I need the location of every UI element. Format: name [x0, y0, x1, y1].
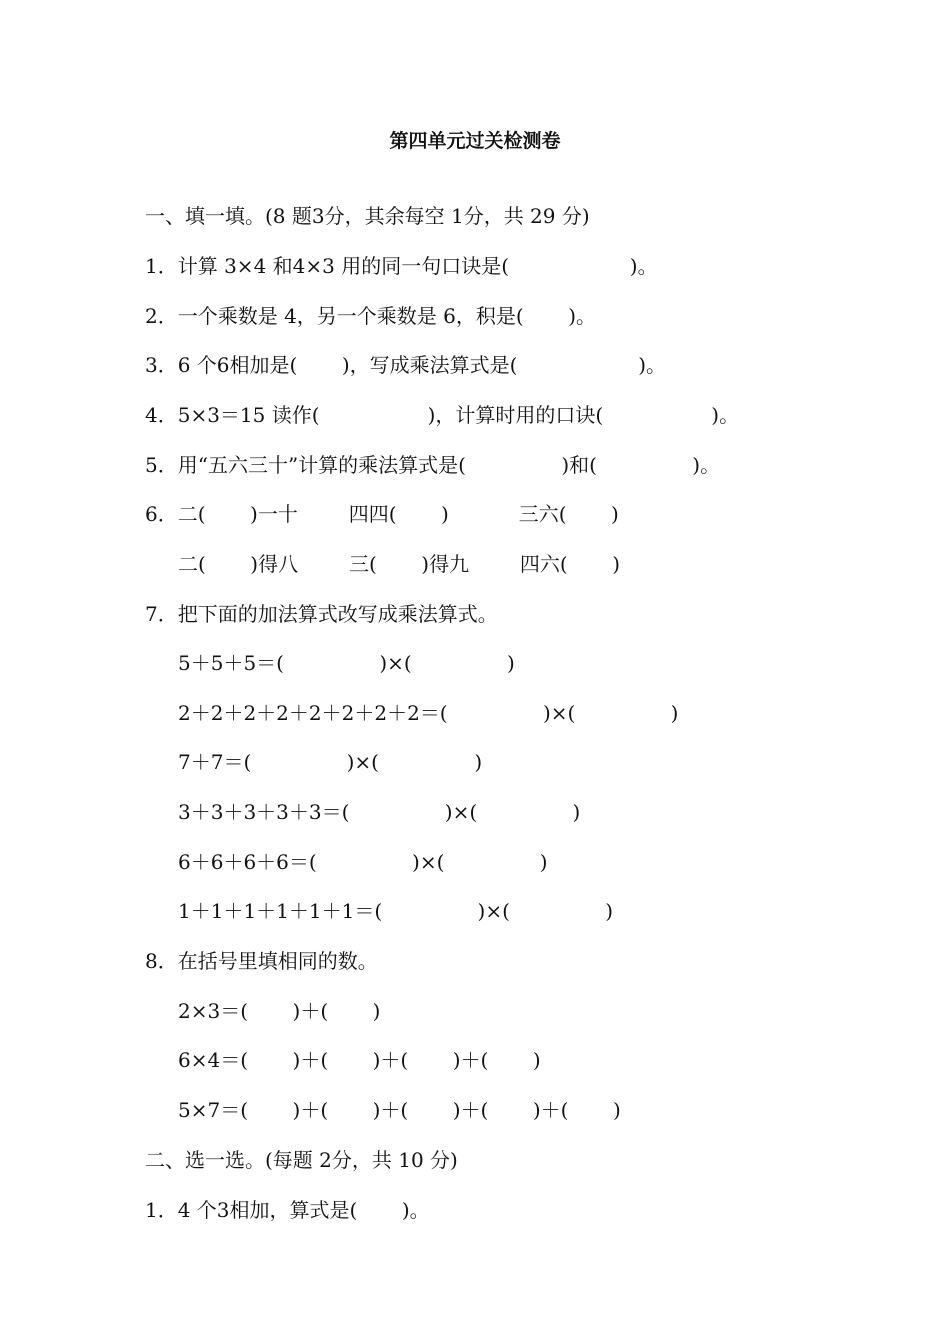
question-1-6-row2: 二( )得八 三( )得九 四六( )	[178, 552, 621, 576]
question-1-7-item: 3＋3＋3＋3＋3＝( )×( )	[178, 800, 581, 824]
question-1-7-item: 5＋5＋5＝( )×( )	[178, 651, 515, 675]
question-1-7-stem: 7．把下面的加法算式改写成乘法算式。	[145, 602, 498, 626]
question-1-8-item: 2×3＝( )＋( )	[178, 999, 381, 1023]
question-1-4: 4．5×3＝15 读作( )，计算时用的口诀( )。	[145, 403, 740, 427]
question-1-7-item: 2＋2＋2＋2＋2＋2＋2＋2＝( )×( )	[178, 701, 679, 725]
page-title: 第四单元过关检测卷	[389, 130, 561, 152]
question-1-7-item: 6＋6＋6＋6＝( )×( )	[178, 850, 548, 874]
question-1-7-item: 1＋1＋1＋1＋1＋1＝( )×( )	[178, 899, 614, 923]
question-1-8-item: 6×4＝( )＋( )＋( )＋( )	[178, 1048, 541, 1072]
question-1-3: 3．6 个6相加是( )，写成乘法算式是( )。	[145, 353, 667, 377]
question-2-1: 1．4 个3相加，算式是( )。	[145, 1198, 430, 1222]
section1-heading: 一、填一填。(8 题3分，其余每空 1分，共 29 分)	[145, 204, 590, 228]
question-1-5: 5．用“五六三十”计算的乘法算式是( )和( )。	[145, 453, 721, 477]
question-1-6-row1: 6．二( )一十 四四( ) 三六( )	[145, 502, 619, 526]
section2-heading: 二、选一选。(每题 2分，共 10 分)	[145, 1148, 458, 1172]
question-1-8-stem: 8．在括号里填相同的数。	[145, 949, 378, 973]
question-1-7-item: 7＋7＝( )×( )	[178, 750, 483, 774]
question-1-1: 1．计算 3×4 和4×3 用的同一句口诀是( )。	[145, 254, 658, 278]
question-1-8-item: 5×7＝( )＋( )＋( )＋( )＋( )	[178, 1098, 621, 1122]
question-1-2: 2．一个乘数是 4，另一个乘数是 6，积是( )。	[145, 304, 596, 328]
